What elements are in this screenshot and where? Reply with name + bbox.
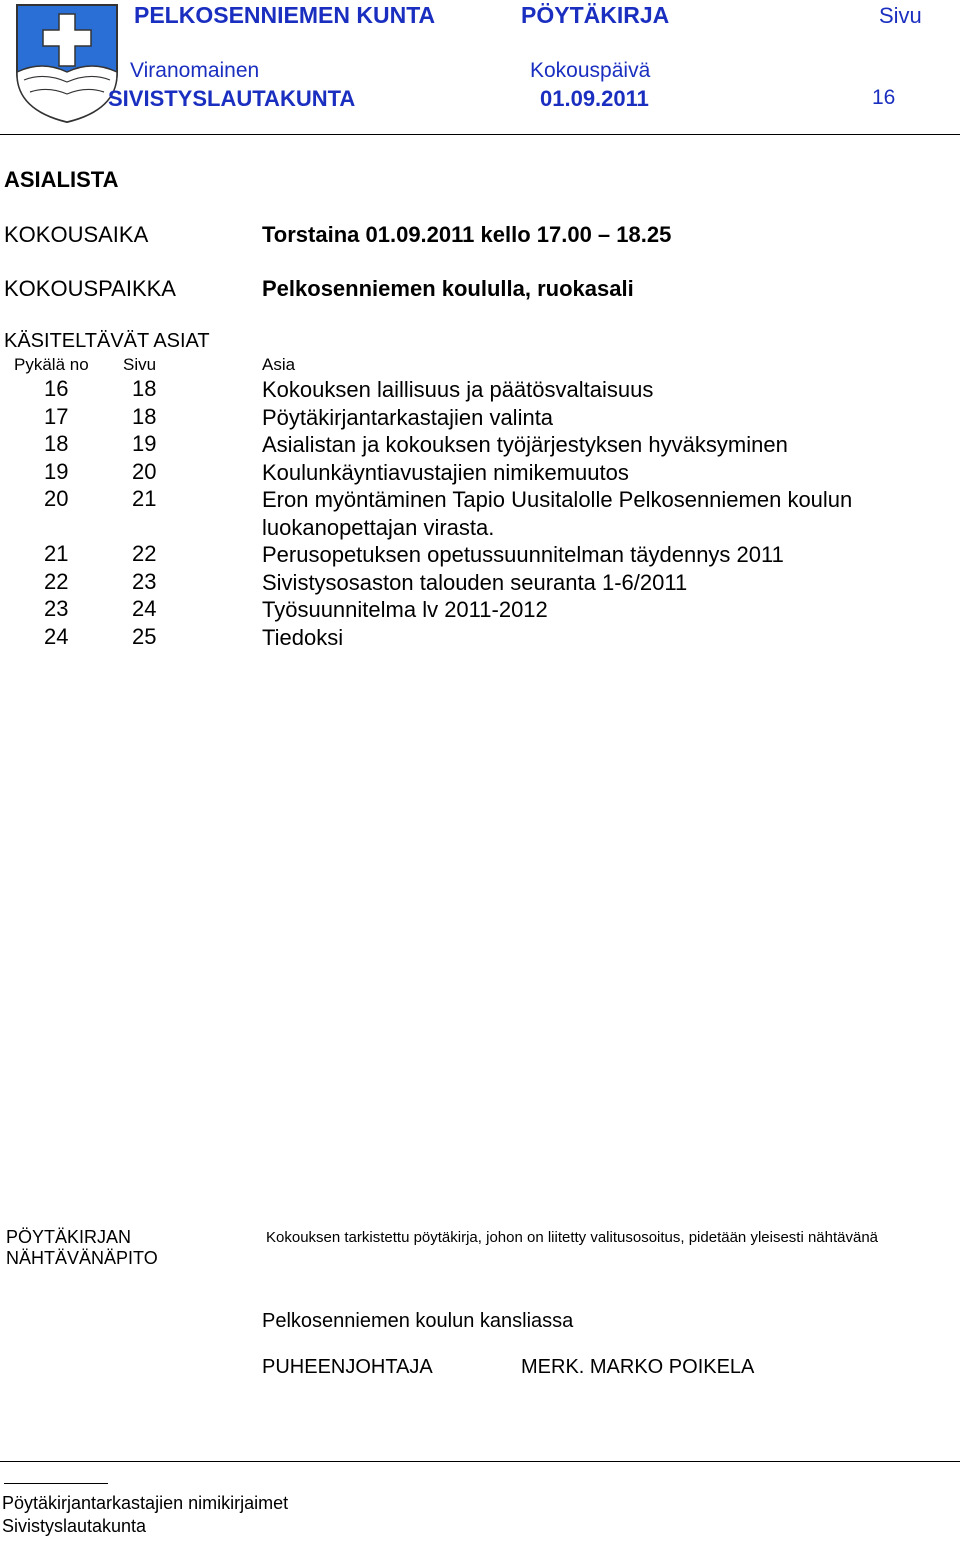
item-section-no: 17: [44, 404, 69, 429]
header-org: PELKOSENNIEMEN KUNTA: [134, 2, 436, 28]
item-page: 18: [132, 404, 157, 429]
item-subject: Sivistysosaston talouden seuranta 1-6/2011: [262, 570, 688, 595]
chair-label: PUHEENJOHTAJA: [262, 1356, 433, 1378]
item-page: 18: [132, 376, 157, 401]
item-section-no: 24: [44, 624, 69, 649]
footer-committee: Sivistyslautakunta: [2, 1516, 147, 1536]
item-subject: Työsuunnitelma lv 2011-2012: [262, 597, 548, 622]
header-page-label: Sivu: [879, 3, 922, 28]
item-section-no: 21: [44, 541, 69, 566]
item-section-no: 19: [44, 459, 69, 484]
header-doc-type: PÖYTÄKIRJA: [521, 2, 670, 28]
items-heading: KÄSITELTÄVÄT ASIAT: [4, 330, 210, 352]
footer-divider: [0, 1461, 960, 1462]
item-subject: Eron myöntäminen Tapio Uusitalolle Pelkosenniemen koulun luokanopettajan virasta.: [262, 487, 853, 540]
header-divider: [0, 134, 960, 135]
col-subject-header: Asia: [262, 355, 296, 374]
item-section-no: 18: [44, 431, 69, 456]
meeting-time-value: Torstaina 01.09.2011 kello 17.00 – 18.25: [262, 222, 672, 247]
item-section-no: 22: [44, 569, 69, 594]
item-section-no: 20: [44, 486, 69, 511]
agenda-title: ASIALISTA: [4, 167, 119, 192]
header-page-number: 16: [872, 86, 896, 109]
item-subject: Koulunkäyntiavustajien nimikemuutos: [262, 460, 629, 485]
display-label-line1: PÖYTÄKIRJAN: [6, 1227, 132, 1247]
item-page: 19: [132, 431, 157, 456]
item-subject: Kokouksen laillisuus ja päätösvaltaisuus: [262, 377, 654, 402]
header-meeting-date: 01.09.2011: [540, 86, 649, 111]
display-label-line2: NÄHTÄVÄNÄPITO: [6, 1248, 158, 1268]
item-section-no: 16: [44, 376, 69, 401]
coat-of-arms-logo: [14, 2, 120, 124]
item-page: 23: [132, 569, 157, 594]
col-page-header: Sivu: [123, 355, 157, 374]
item-page: 20: [132, 459, 157, 484]
item-subject: Tiedoksi: [262, 625, 344, 650]
header-authority-label: Viranomainen: [130, 59, 260, 82]
col-section-header: Pykälä no: [14, 355, 89, 374]
header-meeting-date-label: Kokouspäivä: [530, 59, 651, 82]
item-page: 21: [132, 486, 157, 511]
meeting-place-label: KOKOUSPAIKKA: [4, 276, 176, 301]
item-page: 25: [132, 624, 157, 649]
meeting-time-label: KOKOUSAIKA: [4, 222, 149, 247]
item-page: 22: [132, 541, 157, 566]
item-section-no: 23: [44, 596, 69, 621]
header-authority: SIVISTYSLAUTAKUNTA: [108, 86, 356, 111]
footer-initials-label: Pöytäkirjantarkastajien nimikirjaimet: [2, 1493, 289, 1513]
item-subject: Asialistan ja kokouksen työjärjestyksen hyväksyminen: [262, 432, 788, 457]
display-place: Pelkosenniemen koulun kansliassa: [262, 1310, 574, 1332]
item-page: 24: [132, 596, 157, 621]
chair-name: MERK. MARKO POIKELA: [521, 1356, 755, 1378]
item-subject: Pöytäkirjantarkastajien valinta: [262, 405, 554, 430]
item-subject: Perusopetuksen opetussuunnitelman täydennys 2011: [262, 542, 784, 567]
initials-line: [4, 1483, 108, 1484]
display-text: Kokouksen tarkistettu pöytäkirja, johon on liitetty valitusosoitus, pidetään yleisesti nähtävänä: [266, 1229, 879, 1246]
meeting-place-value: Pelkosenniemen koululla, ruokasali: [262, 276, 634, 301]
